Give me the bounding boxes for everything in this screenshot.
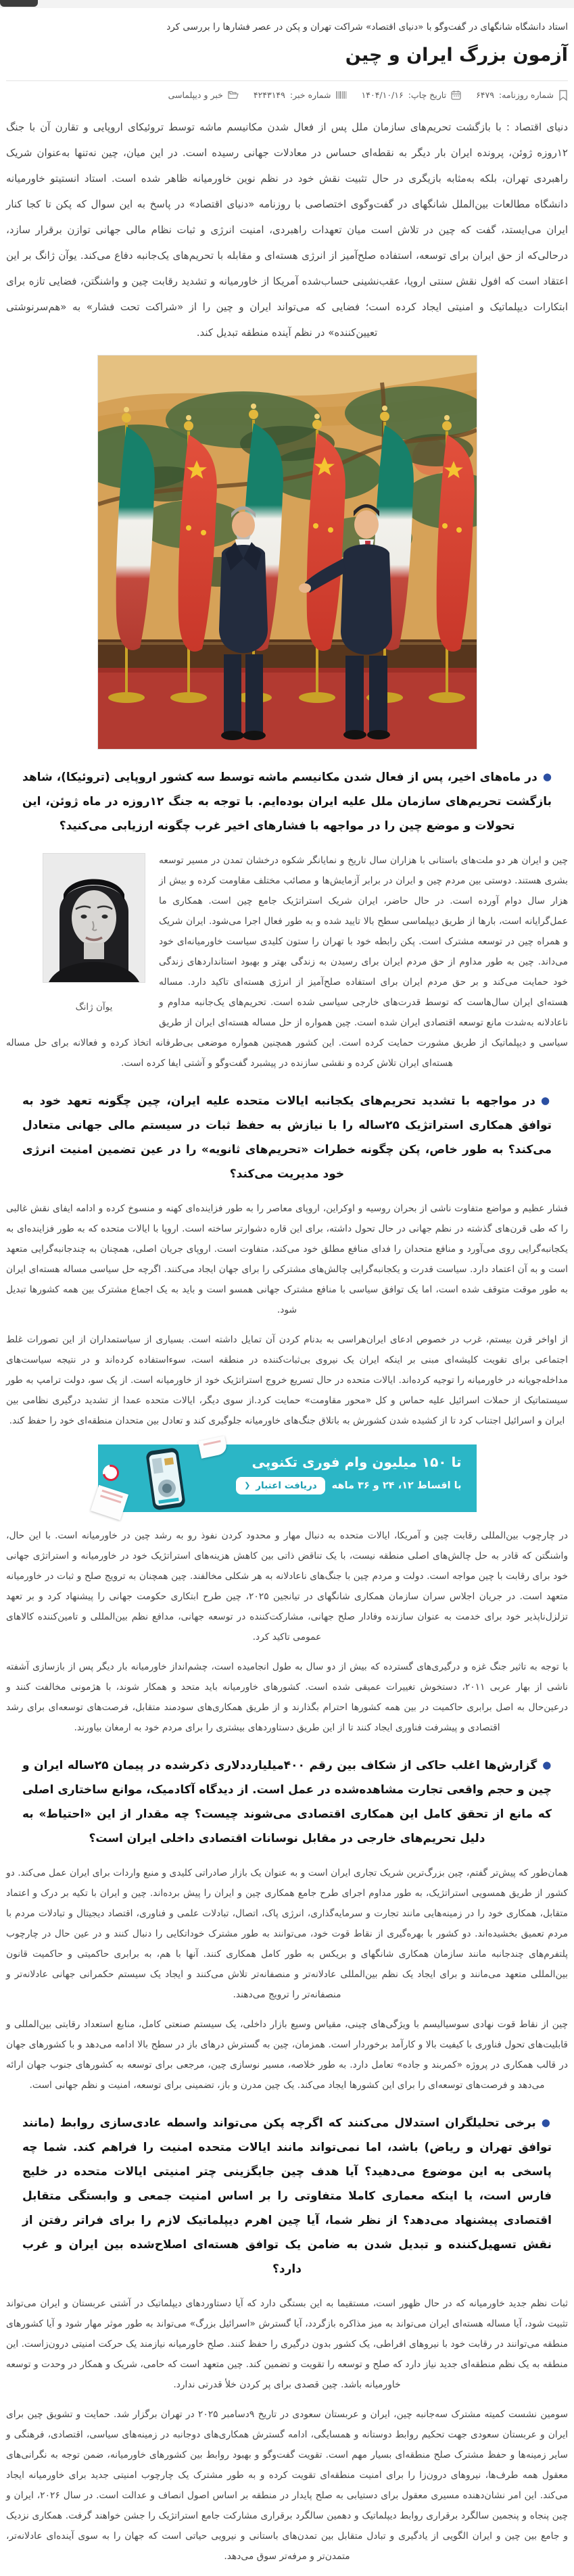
category-link[interactable]: [168, 90, 239, 100]
issue-value: ۶۴۷۹: [476, 90, 494, 101]
article-meta: [6, 80, 568, 107]
question-bullet-icon: ●: [541, 1094, 552, 1107]
page-title: آزمون بزرگ ایران و چین: [345, 44, 568, 66]
interview-question-4: [22, 2110, 552, 2281]
interview-answer-3-p2: چین از نقاط قوت نهادی سوسیالیسم با ویژگی‌های چینی، مقیاس وسیع بازار داخلی، یک سیستم صنعتی کامل، منابع استعداد رقابتی بین‌المللی و قابلیت‌های تحول فناوری با کیفیت بالا و کارآمد برخوردار است. همزمان، چین به گسترش درهای باز در سطح بالا ادامه می‌دهد و با کشورهای جهان در قالب همکاری در پروژه «کمربند و جاده» تعامل دارد. به طور خلاصه، مسیر نوسازی چین، مرجعی برای توسعه به کشورهای جنوب جهان ارائه می‌دهد و فرصت‌های توسعه‌ای را برای این کشورها ایجاد می‌کند. یک چین مدرن و باز، تضمینی برای توسعه، امنیت و نظم جهانی است.: [6, 2018, 568, 2091]
issue-label: شماره روزنامه:: [498, 90, 554, 101]
date-value: ۱۴۰۴/۱۰/۱۶: [361, 90, 404, 101]
portrait-figure: [43, 853, 145, 1017]
question-bullet-icon: ●: [541, 2116, 552, 2129]
question-bullet-icon: ●: [542, 770, 552, 783]
interview-answer-2-p2: از اواخر قرن بیستم، غرب در خصوص ادعای ایران‌هراسی به بدنام کردن آن تمایل داشته است. بسیاری از سیاستمداران از این تصورات غلط اجتماعی برای تقویت کلیشه‌ای مبنی بر اینکه ایران یک نیروی بی‌ثبات‌کننده در منطقه است، سوءاستفاده کرده‌اند و در نتیجه سیاست‌های مداخله‌جویانه در خاورمیانه را توجیه کرده‌اند. ایالات متحده در حال تسریع خروج استراتژیک خود از خاورمیانه است. از یک سو، دولت ترامپ به طور سیستماتیک از حملات اسرائیل علیه حماس و کل «محور مقاومت» حمایت کرد.از سوی دیگر، ایالات متحده عمدا از تشدید درگیری نظامی بین ایران و اسرائیل اجتناب کرد تا از کشیده شدن کشورش به باتلاق جنگ‌های خاورمیانه جلوگیری کند و تعادل بین متحدان منطقه‌ای خود را حفظ کند.: [6, 1334, 568, 1426]
ad-cta-button[interactable]: [236, 1477, 325, 1494]
ad-logo-icon: [99, 1461, 122, 1484]
interview-question-3: [22, 1753, 552, 1851]
calendar-icon: [451, 90, 461, 100]
newsid-value: ۴۲۴۳۱۴۹: [253, 90, 285, 101]
newsid-label: شماره خبر:: [289, 90, 331, 101]
ad-banner[interactable]: [98, 1444, 477, 1512]
question-text: برخی تحلیلگران استدلال می‌کنند که اگرچه پکن می‌تواند واسطه عادی‌سازی روابط (مانند توافق تهران و ریاض) باشد، اما نمی‌تواند مانند ایالات متحده امنیت را فراهم کند. شما چه پاسخی به این موضوع می‌دهید؟ آیا هدف چین جایگزینی چتر امنیتی ایالات متحده در خلیج فارس است، یا اینکه معماری کاملا متفاوتی را بر اساس امنیت جمعی و وابستگی متقابل اقتصادی پیشنهاد می‌دهد؟ از نظر شما، آیا چین اهرم دیپلماتیک لازم را برای فراتر رفتن از نقش تسهیل‌کننده و تبدیل شدن به ضامن یک توافق هسته‌ای اصلاح‌شده بین ایران و غرب دارد؟: [22, 2116, 552, 2276]
interview-answer-2-p1: فشار عظیم و مواضع متفاوت ناشی از بحران روسیه و اوکراین، اروپای معاصر را به طور فزاینده‌ای کهنه و منسوخ کرده و ادامه ایفای نقش غالبی را که طی قرن‌های گذشته در نظم جهانی در حال تحول داشته، برای این قاره دشوارتر ساخته است. اروپا با ایالات متحده که به طور فزاینده‌ای به یکجانبه‌گرایی روی می‌آورد و منافع متحدان را فدای منافع مطلق خود می‌کند، متفاوت است. اروپای جریان اصلی، همچنان به چندجانبه‌گرایی متعهد است و به آن اعتماد دارد. سیاست قدرت و یکجانبه‌گرایی چالش‌های مشترکی را برای جهان ایجاد می‌کنند. اگرچه حل سیاسی مساله هسته‌ای ایران به طور موقت متوقف شده است، اما یک توافق سیاسی با منافع مشترک جهانی همسو است و باید به یک اجماع مشترک بین همه کشورها تبدیل شود.: [6, 1202, 568, 1315]
print-date: [362, 90, 462, 100]
category-label: خبر و دیپلماسی: [168, 90, 223, 101]
interview-answer-1: [6, 850, 568, 1073]
news-id: [254, 90, 347, 100]
interview-answer-2-p4: با توجه به تاثیر جنگ غزه و درگیری‌های گسترده که بیش از دو سال به طول انجامیده است، چشم‌انداز خاورمیانه بار دیگر پس از بازسازی آشفته ناشی از بهار عربی ۲۰۱۱، دستخوش تغییرات عمیقی شده است. کشورهای خاورمیانه باید متحد و همکار شوند، با هژمونی مخالفت کنند و درعین‌حال به اصل برابری حاکمیت در بین همه کشورها احترام بگذارند و از طریق همکاری‌های سودمند متقابل، فرصت‌های توسعه‌ای برای رشد اقتصادی و پیشرفت فناوری ایجاد کنند تا از این طریق دستاوردهای بیشتری را برای مردم خود به ارمغان بیاورند.: [6, 1661, 568, 1733]
ad-subline: با اقساط ۱۲، ۲۴ و ۳۶ ماهه: [331, 1480, 462, 1491]
question-text: در مواجهه با تشدید تحریم‌های یکجانبه ایالات متحده علیه ایران، چین چگونه تعهد خود به توافق همکاری استراتژیک ۲۵ساله را با نیازش به حفظ ثبات در سیستم مالی جهانی متعادل می‌کند؟ به طور خاص، پکن چگونه خطرات «تحریم‌های ثانویه» را در عین تضمین امنیت انرژی خود مدیریت می‌کند؟: [22, 1094, 552, 1181]
article-pretitle: استاد دانشگاه شانگهای در گفت‌وگو با «دنیای اقتصاد» شراکت تهران و پکن در عصر فشارها را بررسی کرد: [166, 22, 568, 32]
barcode-icon: [336, 91, 347, 99]
leaders-flags-photo: [98, 356, 477, 749]
portrait-caption: یوآن ژانگ: [75, 1001, 113, 1013]
interview-answer-4-p1: ثبات نظم جدید خاورمیانه که در حال ظهور است، مستقیما به این بستگی دارد که آیا دستاوردهای دیپلماتیک در آشتی عربستان و ایران می‌تواند تثبیت شود، آیا مساله هسته‌ای ایران می‌تواند به میز مذاکره بازگردد، آیا گسترش «اسرائیل بزرگ» می‌تواند به طور موثر مهار شود و آیا کشورهای منطقه می‌توانند در رقابت خود با نیروهای افراطی، یک کشور بدون درگیری را حفظ کنند. صلح خاورمیانه نیازمند یک حرکت امنیتی درون‌زاست. این منطقه به یک نظم منطقه‌ای جدید نیاز دارد که صلح و توسعه را تقویت و تضمین کند. چین متعهد است که حامی، شریک و همکار در وحدت و توسعه خاورمیانه باشد. چین قصدی برای پر کردن خلأ قدرتی ندارد.: [6, 2298, 568, 2390]
top-strip: [0, 0, 574, 8]
folder-icon: [228, 91, 239, 99]
interview-answer-2-p3: در چارچوب بین‌المللی رقابت چین و آمریکا، ایالات متحده به دنبال مهار و محدود کردن نفوذ رو به رشد چین در خاورمیانه است. با این حال، واشنگتن که قادر به حل چالش‌های اصلی منطقه نیست، با یک تناقض ذاتی بین کاهش هزینه‌های استراتژیک خود در خاورمیانه و استراتژی جهانی خود برای رقابت با چین مواجه است. دولت و مردم چین با جنگ‌های ناعادلانه به هر شکلی مخالفند. چین همچنان به ترویج صلح و ثبات در خاورمیانه متعهد است. در جریان اجلاس سران سازمان همکاری شانگهای در تیانجین ۲۰۲۵، چین طرح ابتکاری حکومت جهانی را پیشنهاد کرد و بر تعهد تزلزل‌ناپذیر خود برای خدمت به عنوان سازنده وفادار صلح جهانی، مشارکت‌کننده در توسعه جهانی، مدافع نظم بین‌المللی و تامین‌کننده کالاهای عمومی تاکید کرد.: [6, 1530, 568, 1643]
ad-phone-image: [137, 1448, 194, 1510]
top-left-tab: [0, 0, 38, 7]
paper-decor: [197, 1436, 228, 1459]
chevron-left-icon: ❮: [244, 1481, 251, 1490]
interview-question-2: [22, 1088, 552, 1186]
question-text: گزارش‌ها اغلب حاکی از شکاف بین رقم ۴۰۰میلیارددلاری ذکرشده در پیمان ۲۵ساله ایران و چین و حجم واقعی تجارت مشاهده‌شده در عمل است. از دیدگاه آکادمیک، موانع ساختاری اصلی که مانع از تحقق کامل این همکاری اقتصادی می‌شوند چیست؟ چه مقدار از این «احتیاط» به دلیل تحریم‌های خارجی در مقابل نوسانات اقتصادی داخلی ایران است؟: [22, 1758, 552, 1845]
interview-answer-3-p1: همان‌طور که پیش‌تر گفتم، چین بزرگ‌ترین شریک تجاری ایران است و به عنوان یک بازار صادراتی کلیدی و منبع واردات برای ایران عمل می‌کند. دو کشور از طریق همسویی استراتژیک، به طور مداوم اجرای طرح جامع همکاری چین و ایران را پیش برده‌اند. چین و ایران با تکیه بر درک و اعتماد متقابل، همکاری خود را در زمینه‌هایی مانند تجارت و سرمایه‌گذاری، انرژی پاک، اتصال، تبادلات علمی و فناوری، اقتصاد دیجیتال و تبادلات مردم با مردم تعمیق بخشیده‌اند. دو کشور با بهره‌گیری از نقاط قوت خود، می‌توانند به طور مشترک خوداتکایی را دنبال کنند و در عین حال در چارچوب پلتفرم‌های چندجانبه مانند سازمان همکاری شانگهای و بریکس به طور کامل همکاری کنند. آنها با هم، به برابری حاکمیتی و حاکمیت قانون بین‌المللی متعهد می‌مانند و برای ایجاد یک نظم بین‌المللی عادلانه‌تر و منصفانه‌تر تلاش می‌کنند و ایجاد یک سیستم حکمرانی جهانی عادلانه‌تر و منصفانه‌تر را ترویج می‌دهند.: [6, 1867, 568, 2000]
ad-cta-label: دریافت اعتبار: [256, 1480, 317, 1491]
bookmark-icon: [558, 90, 568, 101]
ad-headline: تا ۱۵۰ میلیون وام فوری تکنوپی: [252, 1453, 462, 1470]
issue-number: [476, 90, 568, 101]
interview-answer-4-p2: سومین نشست کمیته مشترک سه‌جانبه چین، ایران و عربستان سعودی در تاریخ ۹دسامبر ۲۰۲۵ در تهران برگزار شد. حمایت و تشویق چین برای ایران و عربستان سعودی جهت تحکیم روابط دوستانه و همسایگی، ادامه گسترش همکاری‌های دوجانبه در زمینه‌های سیاسی، اقتصادی، فرهنگی و سایر زمینه‌ها و حفظ مشترک صلح منطقه‌ای بسیار مهم است. تقویت گفت‌وگو و بهبود روابط بین کشورهای خاورمیانه، ضمن توجه به نگرانی‌های معقول همه طرف‌ها، نیروهای درون‌زا را برای امنیت منطقه‌ای تقویت کرده و به طور مشترک یک چارچوب امنیتی جدید برای خاورمیانه ایجاد می‌کند. این امر نشان‌دهنده مسیری معقول برای دستیابی به صلح پایدار در منطقه بر اساس اصول انصاف و عدالت است. در سال ۲۰۲۶، ایران و چین پنجاه و پنجمین سالگرد برقراری روابط دیپلماتیک و دهمین سالگرد برقراری مشارکت جامع استراتژیک را جشن خواهند گرفت. همکاری نزدیک و جامع بین چین و ایران الگویی از یادگیری و تبادل متقابل بین تمدن‌های باستانی و نیرویی حیاتی است که جهان را به سوی آینده‌ای عادلانه‌تر، متمدن‌تر و مرفه‌تر سوق می‌دهد.: [6, 2408, 569, 2562]
paper-decor: [90, 1485, 128, 1520]
interview-question-1: [22, 764, 552, 838]
main-photo: [97, 355, 477, 750]
answer-text: چین و ایران هر دو ملت‌های باستانی با هزاران سال تاریخ و نمایانگر شکوه درخشان تمدن در مسیر توسعه بشری هستند. دوستی بین مردم چین و ایران در برابر آزمایش‌ها و مصائب مختلف مقاومت کرده و بیش از هزار سال دوام آورده است. در حال حاضر، ایران شریک استراتژیک جامع چین است. همکاری ما عمل‌گرایانه است، بارها از طریق دیپلماسی سطح بالا تایید شده و به طور فعال اجرا می‌شود. ایران شریک و همراه چین در توسعه مشترک است. پکن رابطه خود با تهران را ستون کلیدی سیاست خاورمیانه‌ای خود می‌داند. چین به طور مداوم از حق مردم ایران برای رسیدن به زندگی بهتر و بهبود استانداردهای زندگی خود حمایت می‌کند و بر حق مردم ایران برای استفاده صلح‌آمیز از انرژی هسته‌ای تاکید دارد. مساله هسته‌ای ایران سال‌هاست که توسط قدرت‌های خارجی سیاسی شده است. تحریم‌های یک‌جانبه مداوم و ناعادلانه به‌شدت مانع توسعه اقتصادی ایران شده است. چین همواره از حل مساله هسته‌ای ایران از طریق سیاسی و دیپلماتیک از طریق مشورت حمایت کرده است. این کشور همچنین همواره موضعی بی‌طرفانه اتخاذ کرده و فعالانه برای حل مساله هسته‌ای ایران تلاش کرده و نقشی سازنده در پیشبرد گفت‌وگو و آشتی ایفا کرده است.: [6, 854, 568, 1069]
portrait-image: [43, 853, 145, 983]
question-bullet-icon: ●: [542, 1758, 552, 1771]
question-text: در ماه‌های اخیر، پس از فعال شدن مکانیسم ماشه توسط سه کشور اروپایی (تروئیکا)، شاهد بازگشت تحریم‌های سازمان ملل علیه ایران بوده‌ایم. با توجه به جنگ ۱۲روزه در ماه ژوئن، این تحولات و موضع چین را در مواجهه با فشارهای اخیر غرب چگونه ارزیابی می‌کنید؟: [22, 770, 552, 833]
lead-paragraph: دنیای اقتصاد : با بازگشت تحریم‌های سازمان ملل پس از فعال شدن مکانیسم ماشه توسط تروئیکای اروپایی و تقارن آن با جنگ ۱۲روزه ژوئن، پرونده ایران بار دیگر به نقطه‌ای حساس در معادلات جهانی رسیده است. در این میان، چین نه‌تنها به‌عنوان شریک راهبردی تهران، بلکه به‌مثابه بازیگری در حال تثبیت نقش خود در نظم نوین خاورمیانه ظاهر شده است. استاد انستیتو خاورمیانه دانشگاه مطالعات بین‌الملل شانگهای در گفت‌وگوی اختصاصی با روزنامه «دنیای اقتصاد» در پاسخ به این سوال که پکن تا کجا کنار ایران می‌ایستد، گفت که چین در تلاش است میان تعهدات راهبردی، امنیت انرژی و ثبات نظام مالی جهانی توازن برقرار سازد، درحالی‌که از حق ایران برای توسعه، استفاده صلح‌آمیز از انرژی هسته‌ای و مقابله با تحریم‌های یک‌جانبه دفاع می‌کند. یوآن ژانگ بر این اعتقاد است که افول نقش سنتی اروپا، عقب‌نشینی حساب‌شده آمریکا از خاورمیانه و تشدید رقابت چین و واشنگتن، فضایی تازه برای ابتکارات دیپلماتیک و امنیتی ایجاد کرده است؛ فضایی که می‌تواند ایران و چین را از «شراکت تحت فشار» به «هم‌سرنوشتی تعیین‌کننده» در نظم آینده منطقه تبدیل کند.: [6, 120, 568, 339]
date-label: تاریخ چاپ:: [408, 90, 447, 101]
